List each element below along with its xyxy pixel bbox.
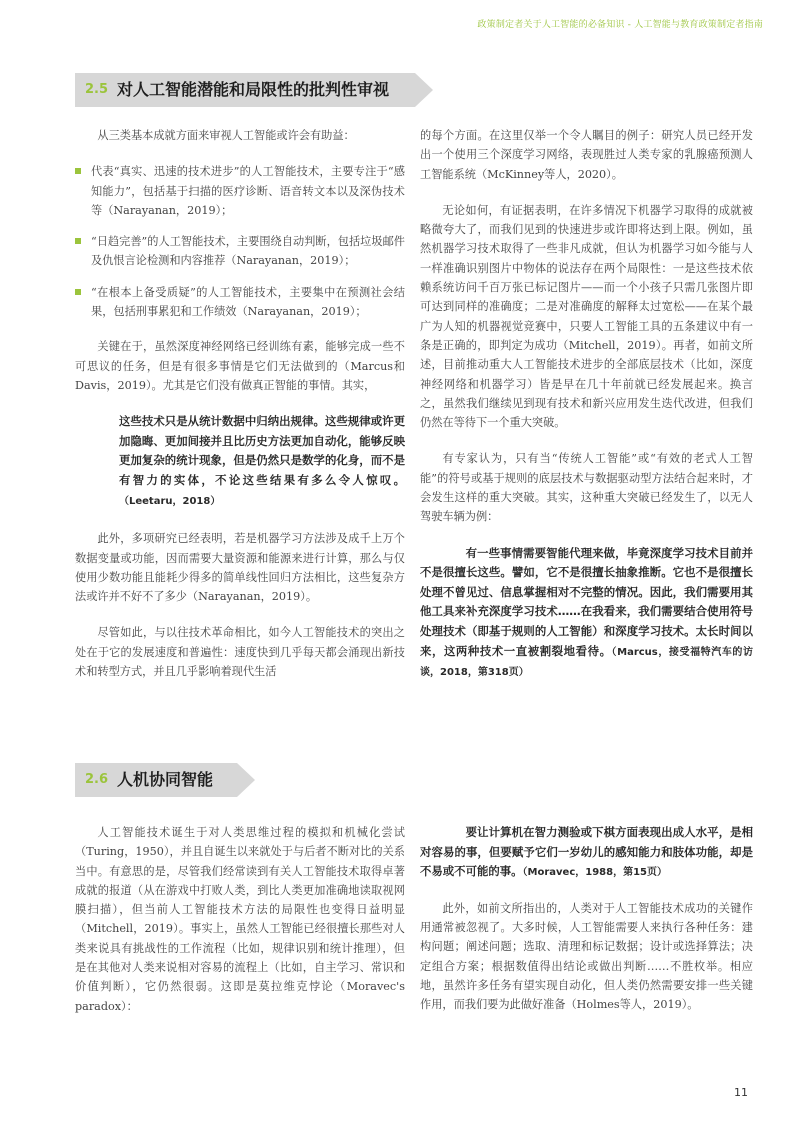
quote-text: 要让计算机在智力测验或下棋方面表现出成人水平，是相对容易的事，但要赋予它们一岁幼儿的感知能力和肢体功能，却是不易或不可能的事。: [420, 825, 753, 879]
quote-text: 这些技术只是从统计数据中归纳出规律。这些规律或许更加隐晦、更加间接并且比历史方法更加自动化，能够反映更加复杂的统计现象，但是仍然只是数学的化身，而不是有智力的实体，不论这些结果有多么令人惊叹。: [119, 414, 405, 488]
paragraph: 关键在于，虽然深度神经网络已经训练有素，能够完成一些不可思议的任务，但是有很多事情是它们无法做到的（Marcus和Davis，2019）。尤其是它们没有做真正智能的事情。其实，: [75, 340, 405, 392]
right-column-section-2-5: [420, 126, 753, 683]
intro-paragraph: 从三类基本成就方面来审视人工智能或许会有助益：: [97, 129, 355, 142]
section-number: 2.6: [85, 772, 109, 787]
block-quote: [420, 823, 753, 883]
paragraph: 尽管如此，与以往技术革命相比，如今人工智能技术的突出之处在于它的发展速度和普遍性：速度快到几乎每天都会涌现出新技术和转型方式，并且几乎影响着现代生活: [75, 626, 405, 679]
page-number: 11: [734, 1086, 748, 1099]
section-heading-2-5: [75, 73, 415, 107]
quote-text: 有一些事情需要智能代理来做，毕竟深度学习技术目前并不是很擅长这些。譬如，它不是很擅长抽象推断。它也不是很擅长处理不曾见过、信息掌握相对不完整的情况。因此，我们需要用其他工具来补充深度学习技术……在我看来，我们需要结合使用符号处理技术（即基于规则的人工智能）和深度学习技术。太长时间以来，这两种技术一直被割裂地看待。: [420, 545, 753, 658]
left-column-section-2-6: [75, 823, 405, 1033]
block-quote: [420, 544, 753, 683]
bullet-item: 代表“真实、迅速的技术进步”的人工智能技术，主要专注于“感知能力”，包括基于扫描的医疗诊断、语音转文本以及深伪技术等（Narayanan，2019）；: [75, 162, 405, 220]
quote-citation: （Moravec，1988，第15页）: [522, 867, 668, 879]
running-header: 政策制定者关于人工智能的必备知识 - 人工智能与教育政策制定者指南: [477, 20, 763, 30]
paragraph: 人工智能技术诞生于对人类思维过程的模拟和机械化尝试（Turing，1950），并且自诞生以来就处于与后者不断对比的关系当中。有意思的是，尽管我们经常读到有关人工智能技术取得卓著成就的报道（从在游戏中打败人类，到比人类更加准确地读取视网膜扫描），但当前人工智能技术方法的局限性也变得日益明显（Mitchell，2019）。事实上，虽然人工智能已经很擅长那些对人类来说具有挑战性的工作流程（比如，规律识别和统计推理），但是在其他对人类来说相对容易的流程上（比如，自主学习、常识和价值判断），它仍然很弱。这即是莫拉维克悖论（Moravec's paradox）：: [75, 826, 405, 1013]
paragraph: 的每个方面。在这里仅举一个令人瞩目的例子：研究人员已经开发出一个使用三个深度学习网络，表现胜过人类专家的乳腺癌预测人工智能系统（McKinney等人，2020）。: [420, 129, 753, 181]
right-column-section-2-6: [420, 823, 753, 1032]
paragraph: 无论如何，有证据表明，在许多情况下机器学习取得的成就被略微夸大了，而我们见到的快速进步或许即将达到上限。例如，虽然机器学习技术取得了一些非凡成就，但认为机器学习如今能与人一样准确识别图片中物体的说法存在两个局限性：一是这些技术依赖系统访问千百万张已标记图片——而一个小孩子只需几张图片即可达到同样的准确度；二是对准确度的解释太过宽松——在某个最广为人知的机器视觉竞赛中，只要人工智能工具的五条建议中有一条是正确的，即判定为成功（Mitchell，2019）。再者，如前文所述，目前推动重大人工智能技术进步的全部底层技术（比如，深度神经网络和机器学习）皆是早在几十年前就已经发展起来。换言之，虽然我们继续见到现有技术和新兴应用发生迭代改进，但我们仍然在等待下一个重大突破。: [420, 203, 753, 430]
block-quote: [75, 412, 405, 511]
paragraph: 此外，如前文所指出的，人类对于人工智能技术成功的关键作用通常被忽视了。大多时候，人工智能需要人来执行各种任务：建构问题；阐述问题；选取、清理和标记数据；设计或选择算法；决定组合方案；根据数值得出结论或做出判断……不胜枚举。相应地，虽然许多任务有望实现自动化，但人类仍然需要安排一些关键作用，而我们要为此做好准备（Holmes等人，2019）。: [420, 901, 753, 1012]
section-heading-2-6: [75, 763, 237, 797]
section-number: 2.5: [85, 82, 109, 97]
section-title: 人机协同智能: [117, 770, 214, 789]
quote-citation: （Leetaru，2018）: [119, 495, 221, 507]
bullet-item: “在根本上备受质疑”的人工智能技术，主要集中在预测社会结果，包括刑事累犯和工作绩效（Narayanan，2019）；: [75, 283, 405, 322]
quote-citation: （Marcus，接受福特汽车的访谈，2018，第318页）: [420, 646, 753, 679]
section-title: 对人工智能潜能和局限性的批判性审视: [117, 80, 390, 99]
left-column-section-2-5: [75, 126, 405, 698]
paragraph: 有专家认为，只有当“传统人工智能”或“有效的老式人工智能”的符号或基于规则的底层技术与数据驱动型方法结合起来时，才会发生这样的重大突破。其实，这种重大突破已经发生了，以无人驾驶车辆为例：: [420, 452, 753, 524]
bullet-item: “日趋完善”的人工智能技术，主要围绕自动判断，包括垃圾邮件及仇恨言论检测和内容推荐（Narayanan，2019）；: [75, 232, 405, 271]
paragraph: 此外，多项研究已经表明，若是机器学习方法涉及成千上万个数据变量或功能，因而需要大量资源和能源来进行计算，那么与仅使用少数功能且能耗少得多的简单线性回归方法相比，这些复杂方法或许并不好不了多少（Narayanan，2019）。: [75, 532, 405, 604]
